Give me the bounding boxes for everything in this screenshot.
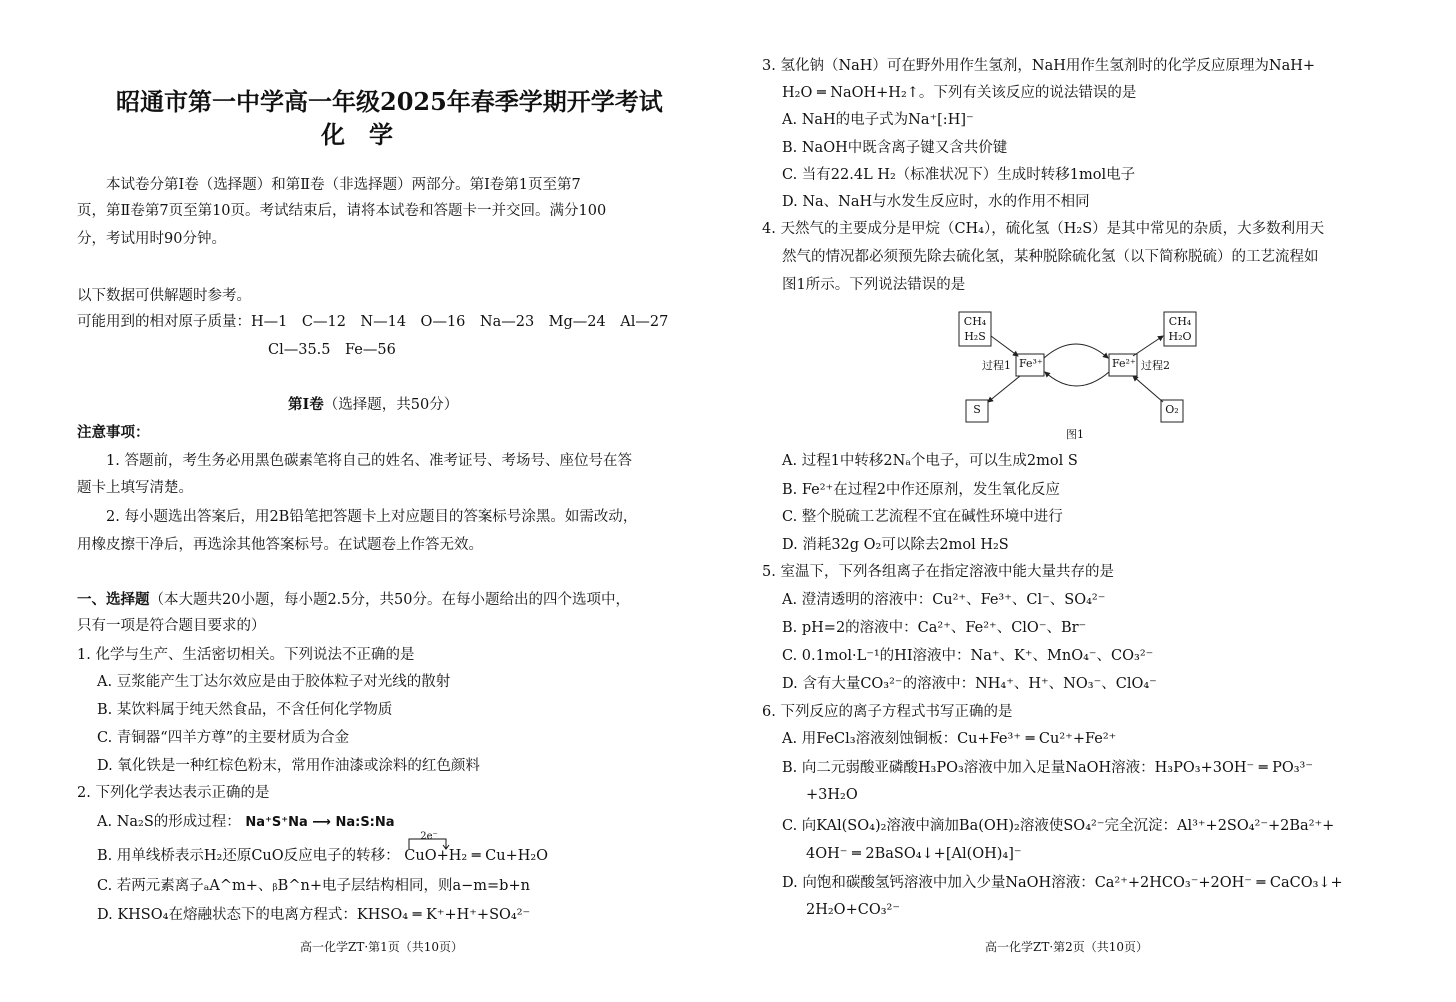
page-right	[728, 0, 1456, 1002]
question-3-line-2: H₂O ═ NaOH+H₂↑。下列有关该反应的说法错误的是	[782, 85, 1137, 101]
question-4-line-3: 图1所示。下列说法错误的是	[782, 277, 966, 293]
question-4-line-2: 然气的情况都必须预先除去硫化氢，某种脱除硫化氢（以下简称脱硫）的工艺流程如	[782, 249, 1319, 265]
part-title: 一、选择题	[77, 591, 150, 608]
single-bridge-equation	[404, 831, 549, 866]
figure-caption: 图1	[1066, 428, 1084, 441]
question-4-option-b: B. Fe²⁺在过程2中作还原剂，发生氧化反应	[782, 482, 1060, 498]
box-sulfur: S	[973, 403, 981, 416]
question-5: 5. 室温下，下列各组离子在指定溶液中能大量共存的是	[762, 564, 1114, 580]
question-5-option-b: B. pH=2的溶液中：Ca²⁺、Fe²⁺、ClO⁻、Br⁻	[782, 620, 1087, 636]
question-4-option-d: D. 消耗32g O₂可以除去2mol H₂S	[782, 537, 1009, 553]
question-4-line-1: 4. 天然气的主要成分是甲烷（CH₄），硫化氢（H₂S）是其中常见的杂质，大多数利用天	[762, 221, 1325, 237]
question-1-option-b: B. 某饮料属于纯天然食品，不含任何化学物质	[97, 702, 393, 718]
question-2-option-a	[97, 812, 395, 833]
notice-1-line-2: 题卡上填写清楚。	[77, 480, 193, 496]
electron-transfer-label: 2e⁻	[420, 831, 438, 842]
question-1-option-a: A. 豆浆能产生丁达尔效应是由于胶体粒子对光线的散射	[97, 674, 451, 690]
box-top-right-line-2: H₂O	[1168, 330, 1192, 343]
question-3-option-d: D. Na、NaH与水发生反应时，水的作用不相同	[782, 194, 1090, 210]
box-top-left	[960, 314, 990, 344]
process-1-label: 过程1	[982, 359, 1011, 372]
section-title	[288, 395, 458, 415]
question-2-option-c: C. 若两元素离子ₐA^m+、ᵦB^n+电子层结构相同，则a−m=b+n	[97, 878, 530, 894]
question-4-option-c: C. 整个脱硫工艺流程不宜在碱性环境中进行	[782, 509, 1063, 525]
question-6-option-c-line-2: 4OH⁻ ═ 2BaSO₄↓+[Al(OH)₄]⁻	[806, 846, 1022, 862]
atomic-mass-line-1: 可能用到的相对原子质量：H—1 C—12 N—14 O—16 Na—23 Mg—24 Al—27	[77, 314, 669, 330]
question-4-option-a: A. 过程1中转移2Nₐ个电子，可以生成2mol S	[782, 453, 1078, 469]
page-footer-left: 高一化学ZT·第1页（共10页）	[300, 940, 464, 954]
question-3-option-c: C. 当有22.4L H₂（标准状况下）生成时转移1mol电子	[782, 167, 1136, 183]
question-2: 2. 下列化学表达表示正确的是	[77, 785, 270, 801]
intro-line-3: 分，考试用时90分钟。	[77, 231, 226, 247]
question-6-option-d-line-2: 2H₂O+CO₃²⁻	[806, 902, 900, 918]
process-2-label: 过程2	[1141, 359, 1170, 372]
subject-title: 化 学	[321, 120, 393, 149]
box-top-left-line-1: CH₄	[963, 315, 987, 328]
question-2-option-b-text: B. 用单线桥表示H₂还原CuO反应电子的转移：	[97, 848, 400, 864]
box-oxygen: O₂	[1165, 403, 1179, 416]
page-footer-right: 高一化学ZT·第2页（共10页）	[985, 940, 1149, 954]
reference-note: 以下数据可供解题时参考。	[77, 288, 251, 304]
desulfurization-diagram	[958, 306, 1258, 446]
question-3-option-a: A. NaH的电子式为Na⁺[:H]⁻	[782, 112, 974, 128]
question-3-option-b: B. NaOH中既含离子键又含共价键	[782, 140, 1008, 156]
notice-2-line-2: 用橡皮擦干净后，再选涂其他答案标号。在试题卷上作答无效。	[77, 537, 483, 553]
electron-dot-formation: Na⁺S⁺Na ⟶ Na:S:Na	[245, 815, 395, 830]
question-5-option-d: D. 含有大量CO₃²⁻的溶液中：NH₄⁺、H⁺、NO₃⁻、ClO₄⁻	[782, 676, 1157, 692]
question-3-line-1: 3. 氢化钠（NaH）可在野外用作生氢剂，NaH用作生氢剂时的化学反应原理为NaH+	[762, 58, 1316, 74]
box-top-left-line-2: H₂S	[964, 330, 986, 343]
question-6: 6. 下列反应的离子方程式书写正确的是	[762, 704, 1013, 720]
intro-line-1: 本试卷分第Ⅰ卷（选择题）和第Ⅱ卷（非选择题）两部分。第Ⅰ卷第1页至第7	[106, 177, 581, 193]
question-2-option-a-text: A. Na₂S的形成过程：	[97, 814, 241, 830]
question-2-option-b	[97, 831, 549, 866]
section-title-main: 第Ⅰ卷	[288, 396, 324, 413]
diagram-lines	[958, 306, 1258, 446]
part-heading	[77, 590, 630, 610]
notice-2-line-1: 2. 每小题选出答案后，用2B铅笔把答题卡上对应题目的答案标号涂黑。如需改动，	[106, 509, 638, 525]
question-6-option-b-line-1: B. 向二元弱酸亚磷酸H₃PO₃溶液中加入足量NaOH溶液：H₃PO₃+3OH⁻ ═ PO₃³⁻	[782, 760, 1313, 776]
question-1-option-c: C. 青铜器“四羊方尊”的主要材质为合金	[97, 730, 350, 746]
question-6-option-c-line-1: C. 向KAl(SO₄)₂溶液中滴加Ba(OH)₂溶液使SO₄²⁻完全沉淀：Al³⁺+2SO₄²⁻+2Ba²⁺+	[782, 818, 1335, 834]
electron-transfer-arrow	[406, 836, 450, 850]
atomic-mass-line-2: Cl—35.5 Fe—56	[268, 342, 396, 358]
exam-title: 昭通市第一中学高一年级2025年春季学期开学考试	[116, 87, 663, 116]
question-5-option-a: A. 澄清透明的溶液中：Cu²⁺、Fe³⁺、Cl⁻、SO₄²⁻	[782, 592, 1106, 608]
box-top-right	[1165, 314, 1195, 344]
fe3-box-label: Fe³⁺	[1019, 357, 1043, 370]
fe2-box-label: Fe²⁺	[1112, 357, 1136, 370]
question-5-option-c: C. 0.1mol·L⁻¹的HI溶液中：Na⁺、K⁺、MnO₄⁻、CO₃²⁻	[782, 648, 1154, 664]
question-1: 1. 化学与生产、生活密切相关。下列说法不正确的是	[77, 647, 415, 663]
part-description-2: 只有一项是符合题目要求的）	[77, 618, 266, 634]
question-6-option-a: A. 用FeCl₃溶液刻蚀铜板：Cu+Fe³⁺ ═ Cu²⁺+Fe²⁺	[782, 731, 1117, 747]
question-2-option-d: D. KHSO₄在熔融状态下的电离方程式：KHSO₄ ═ K⁺+H⁺+SO₄²⁻	[97, 907, 531, 923]
reaction-equation: CuO+H₂ ═ Cu+H₂O	[404, 848, 549, 864]
part-description: （本大题共20小题，每小题2.5分，共50分。在每小题给出的四个选项中，	[149, 592, 630, 608]
section-title-sub: （选择题，共50分）	[323, 397, 459, 413]
notice-title: 注意事项：	[77, 424, 150, 441]
intro-line-2: 页，第Ⅱ卷第7页至第10页。考试结束后，请将本试卷和答题卡一并交回。满分100	[77, 203, 607, 219]
question-1-option-d: D. 氧化铁是一种红棕色粉末，常用作油漆或涂料的红色颜料	[97, 758, 480, 774]
question-6-option-b-line-2: +3H₂O	[806, 787, 858, 803]
question-6-option-d-line-1: D. 向饱和碳酸氢钙溶液中加入少量NaOH溶液：Ca²⁺+2HCO₃⁻+2OH⁻ ═ CaCO₃↓+	[782, 875, 1343, 891]
notice-1-line-1: 1. 答题前，考生务必用黑色碳素笔将自己的姓名、准考证号、考场号、座位号在答	[106, 453, 632, 469]
box-top-right-line-1: CH₄	[1168, 315, 1192, 328]
